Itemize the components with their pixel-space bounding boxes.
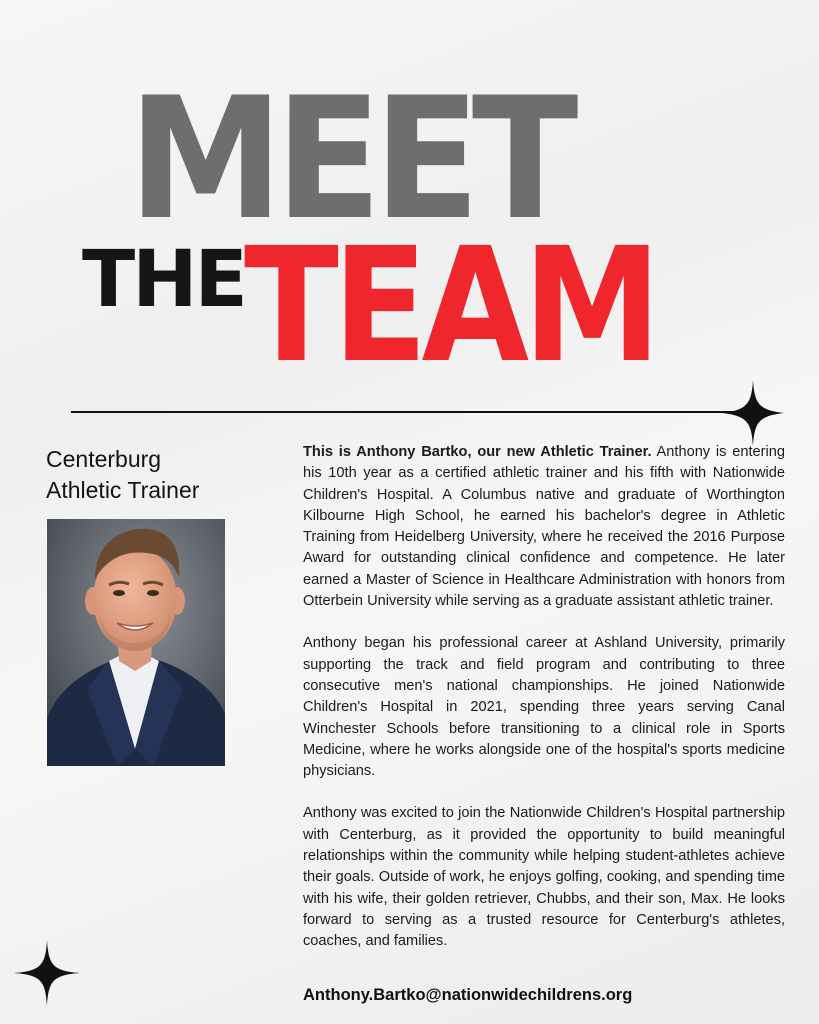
heading-team: TEAM xyxy=(244,214,656,398)
divider-line xyxy=(71,411,753,413)
sidebar-title xyxy=(46,444,276,506)
sidebar-title-line2: Athletic Trainer xyxy=(46,477,200,503)
heading-meet: MEET xyxy=(128,61,571,257)
bio-text xyxy=(303,442,785,974)
bio-paragraph-3: Anthony was excited to join the Nationwide Children's Hospital partnership with Centerburg, as it provided the opportunity to build meaningful relationships within the community while helping student-athletes achieve their goals. Outside of work, he enjoys golfing, cooking, and spending time with his wife, their golden retriever, Chubbs, and their son, Max. He looks forward to serving as a trusted resource for Centerburg's athletes, coaches, and families. xyxy=(303,805,785,950)
bio-intro: This is Anthony Bartko, our new Athletic Trainer. xyxy=(303,444,652,460)
contact-email[interactable]: Anthony.Bartko@nationwidechildrens.org xyxy=(303,986,633,1004)
sparkle-icon xyxy=(14,940,80,1006)
sidebar-title-line1: Centerburg xyxy=(46,446,162,472)
sparkle-icon xyxy=(722,380,784,446)
bio-paragraph-1-text: Anthony is entering his 10th year as a certified athletic trainer and his fifth with Nationwide Children's Hospital. A Columbus native and graduate of Worthington Kilbourne High School, he earned his bachelor's degree in Athletic Training from Heidelberg University, where he received the 2016 Purpose Award for outstanding clinical confidence and competence. He later earned a Master of Science in Healthcare Administration with honors from Otterbein University while serving as a graduate assistant athletic trainer. xyxy=(303,444,786,610)
heading-the: THE xyxy=(82,235,245,325)
bio-paragraph-2: Anthony began his professional career at Ashland University, primarily supporting the track and field program and contributing to three consecutive men's national championships. He joined Nationwide Children's Hospital in 2021, spending three years serving Canal Winchester Schools before transitioning to a clinical role in Sports Medicine, where he works alongside one of the hospital's sports medicine physicians. xyxy=(303,635,785,780)
bio-paragraph-1 xyxy=(303,442,785,612)
profile-photo xyxy=(47,519,225,766)
